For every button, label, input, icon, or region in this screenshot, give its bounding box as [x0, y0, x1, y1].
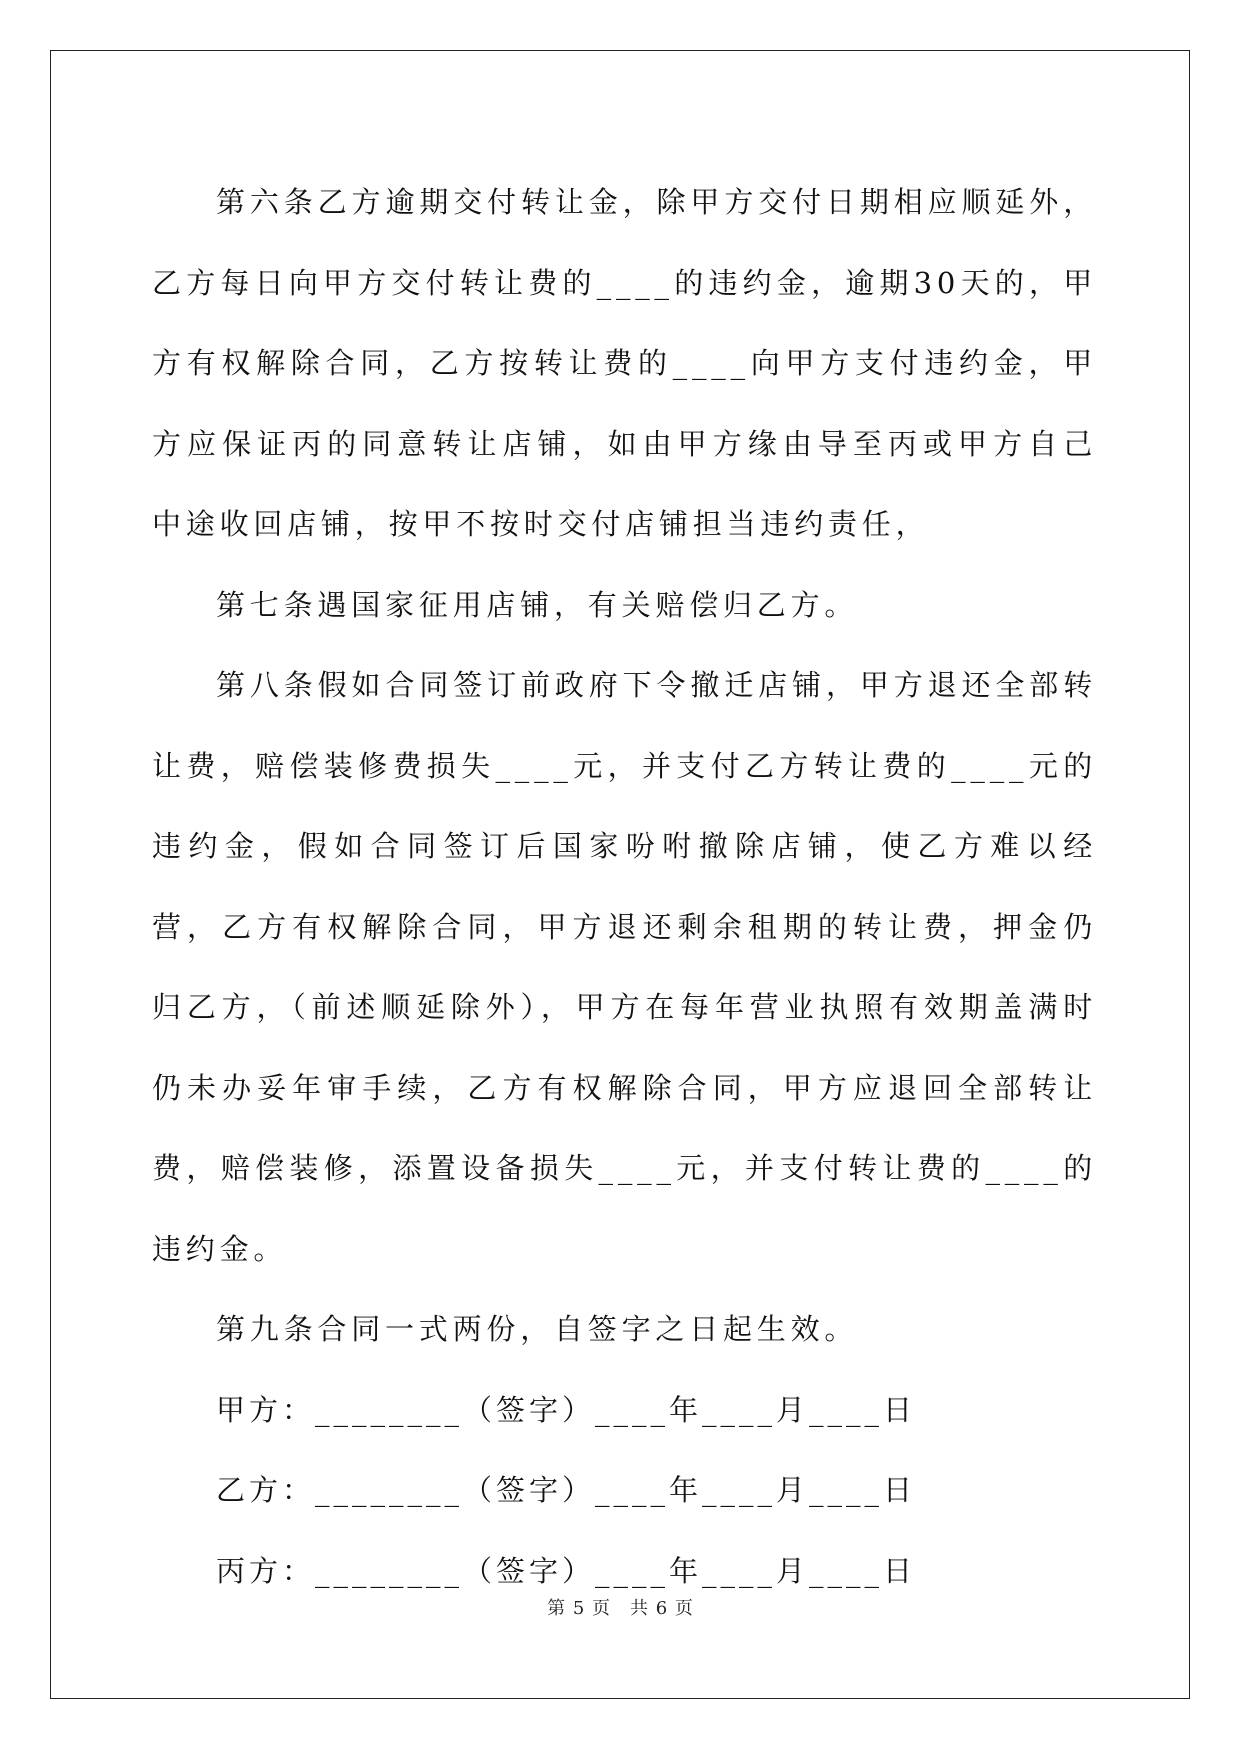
page-number-footer: 第 5 页 共 6 页 — [547, 1598, 694, 1619]
article-9-paragraph: 第九条合同一式两份，自签字之日起生效。 — [216, 1312, 859, 1346]
article-7-paragraph: 第七条遇国家征用店铺，有关赔偿归乙方。 — [216, 587, 859, 622]
article-8-paragraph: 第八条假如合同签订前政府下令撤迁店铺，甲方退还全部转让费，赔偿装修费损失____元，并支付乙方转让费的____元的违约金，假如合同签订后国家吩咐撤除店铺，使乙方难以经营，乙方有权解除合同，甲方退还剩余租期的转让费，押金仍归乙方，（前述顺延除外），甲方在每年营业执照有效期盖满时仍未办妥年审手续，乙方有权解除合同，甲方应退回全部转让费，赔偿装修，添置设备损失____元，并支付转让费的____的违约金。 — [152, 668, 1097, 1266]
signature-line-party-b: 乙方：________（签字）____年____月____日 — [216, 1473, 917, 1507]
signature-line-party-a: 甲方：________（签字）____年____月____日 — [216, 1392, 917, 1427]
article-6-paragraph: 第六条乙方逾期交付转让金，除甲方交付日期相应顺延外，乙方每日向甲方交付转让费的____的违约金，逾期30天的，甲方有权解除合同，乙方按转让费的____向甲方支付违约金，甲方应保证丙的同意转让店铺，如由甲方缘由导至丙或甲方自己中途收回店铺，按甲不按时交付店铺担当违约责任， — [152, 185, 1097, 541]
document-body — [152, 162, 1097, 1611]
signature-line-party-c: 丙方：________（签字）____年____月____日 — [216, 1553, 917, 1588]
